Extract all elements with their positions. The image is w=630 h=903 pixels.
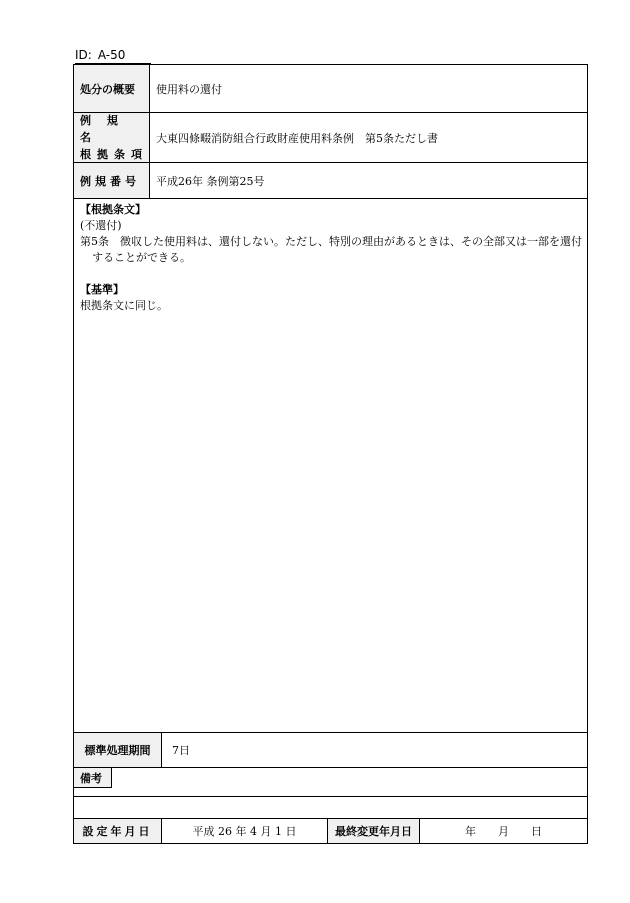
set-date-label: 設定年月日 bbox=[74, 819, 162, 843]
dates-row bbox=[74, 819, 587, 843]
document-id-value: A-50 bbox=[97, 48, 126, 62]
remarks-label: 備考 bbox=[74, 768, 112, 788]
summary-value: 使用料の還付 bbox=[156, 82, 222, 96]
summary-label: 処分の概要 bbox=[74, 65, 150, 112]
set-date-value: 平成 26 年 4 月 1 日 bbox=[162, 819, 328, 843]
document-id bbox=[75, 47, 151, 64]
remarks-value bbox=[114, 790, 120, 818]
summary-row bbox=[74, 65, 587, 113]
basis-label-line1: 例 規 名 bbox=[80, 114, 124, 144]
basis-row bbox=[74, 113, 587, 163]
basis-text-area bbox=[74, 199, 587, 797]
basis-label bbox=[74, 113, 150, 162]
last-change-value: 年 月 日 bbox=[465, 825, 542, 838]
processing-period-row bbox=[74, 732, 587, 768]
basis-label-line2: 根拠条項 bbox=[80, 148, 148, 161]
article-caption: (不還付) bbox=[80, 219, 122, 232]
standard-text: 根拠条文に同じ。 bbox=[80, 299, 168, 312]
number-value: 平成26年 条例第25号 bbox=[156, 174, 265, 188]
form-frame bbox=[73, 64, 588, 844]
standard-heading: 【基準】 bbox=[80, 283, 124, 296]
processing-period-value: 7日 bbox=[172, 744, 190, 757]
article-text: 第5条 徴収した使用料は、還付しない。ただし、特別の理由があるときは、その全部又は一部を還付することができる。 bbox=[80, 235, 582, 264]
remarks-row bbox=[74, 768, 587, 819]
last-change-label: 最終変更年月日 bbox=[328, 819, 420, 843]
basis-value: 大東四條畷消防組合行政財産使用料条例 第5条ただし書 bbox=[156, 131, 438, 145]
processing-period-label: 標準処理期間 bbox=[74, 733, 162, 767]
number-row bbox=[74, 163, 587, 199]
number-label: 例規番号 bbox=[74, 163, 150, 198]
basis-heading: 【根拠条文】 bbox=[80, 203, 146, 216]
document-id-label: ID: bbox=[75, 48, 92, 62]
